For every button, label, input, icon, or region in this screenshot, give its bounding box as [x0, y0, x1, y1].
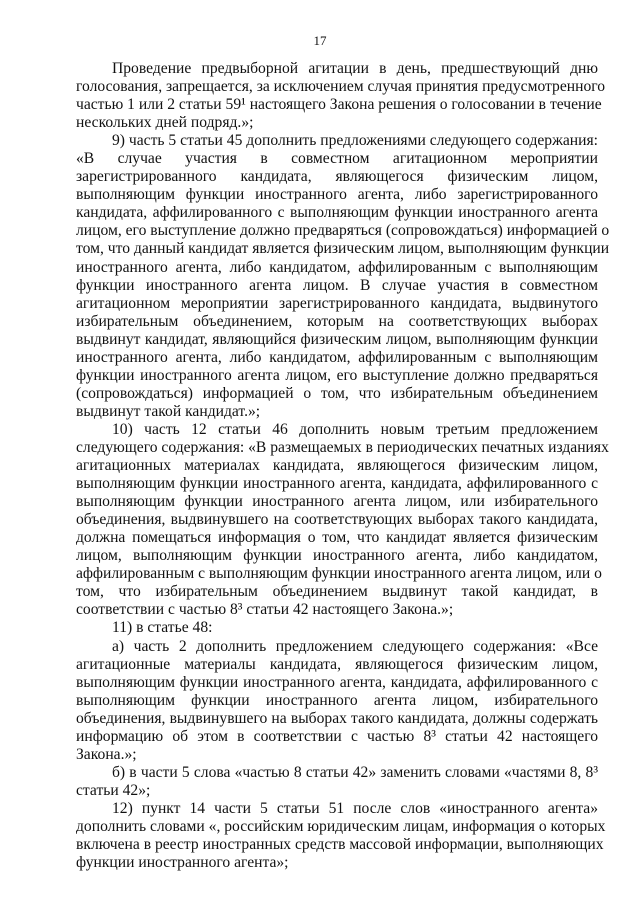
text-line: лицом, выполняющим функции иностранного агента, либо кандидатом, — [76, 547, 598, 565]
text-line: том, что избирательным объединением выдвинут такой кандидат, в — [76, 583, 598, 601]
text-line: 12) пункт 14 части 5 статьи 51 после слов «иностранного агента» — [112, 799, 598, 817]
text-line: информацию об этом в соответствии с частью 8³ статьи 42 настоящего — [76, 727, 598, 745]
text-line: голосования, запрещается, за исключением случая принятия предусмотренного — [76, 78, 606, 96]
text-line: выдвинут кандидат, являющийся физическим лицом, выполняющим функции — [76, 330, 598, 348]
text-line: аффилированным с выполняющим функции иностранного агента лицом, или о — [76, 565, 602, 583]
text-line: функции иностранного агента лицом, его выступление должно предваряться — [76, 366, 598, 384]
text-line: включена в реестр иностранных средств массовой информации, выполняющих — [76, 836, 604, 854]
text-line: избирательным объединением, которым на соответствующих выборах — [76, 312, 598, 330]
text-line: агитационных материалах кандидата, являющегося физическим лицом, — [76, 457, 598, 475]
text-line: объединения, выдвинувшего на выборах такого кандидата, должны содержать — [76, 709, 598, 727]
text-line: «В случае участия в совместном агитационном мероприятии — [76, 150, 598, 168]
text-line: дополнить словами «, российским юридическим лицам, информация о которых — [76, 817, 606, 835]
text-line: следующего содержания: «В размещаемых в периодических печатных изданиях — [76, 438, 609, 456]
text-line: том, что данный кандидат является физическим лицом, выполняющим функции — [76, 240, 610, 258]
text-line: выполняющим функции иностранного агента лицом, или избирательного — [76, 493, 598, 511]
text-line: кандидата, аффилированного с выполняющим функции иностранного агента — [76, 204, 598, 222]
text-line: частью 1 или 2 статьи 59¹ настоящего Закона решения о голосовании в течение — [76, 96, 602, 114]
text-line: Закона.»; — [76, 745, 137, 763]
text-line: (сопровождаться) информацией о том, что избирательным объединением — [76, 384, 598, 402]
text-line: 10) часть 12 статьи 46 дополнить новым третьим предложением — [112, 420, 598, 438]
text-line: выполняющим функции иностранного агента, либо зарегистрированного — [76, 186, 598, 204]
text-line: зарегистрированного кандидата, являющегося физическим лицом, — [76, 168, 598, 186]
text-line: иностранного агента, либо кандидатом, аффилированным с выполняющим — [76, 348, 598, 366]
text-line: иностранного агента, либо кандидатом, аффилированным с выполняющим — [76, 258, 598, 276]
text-line: б) в части 5 слова «частью 8 статьи 42» заменить словами «частями 8, 8³ — [112, 763, 598, 781]
document-body — [76, 60, 610, 872]
text-line: выдвинут такой кандидат.»; — [76, 402, 261, 420]
text-line: лицом, его выступление должно предваряться (сопровождаться) информацией о — [76, 222, 610, 240]
text-line: функции иностранного агента»; — [76, 854, 289, 872]
text-line: 11) в статье 48: — [112, 619, 213, 637]
text-line: выполняющим функции иностранного агента лицом, избирательного — [76, 691, 598, 709]
text-line: агитационные материалы кандидата, являющегося физическим лицом, — [76, 655, 598, 673]
text-line: статьи 42»; — [76, 781, 151, 799]
text-line: выполняющим функции иностранного агента, кандидата, аффилированного с — [76, 673, 598, 691]
text-line: выполняющим функции иностранного агента, кандидата, аффилированного с — [76, 475, 598, 493]
text-line: Проведение предвыборной агитации в день, предшествующий дню — [112, 60, 598, 77]
text-line: соответствии с частью 8³ статьи 42 настоящего Закона.»; — [76, 601, 454, 619]
page-number: 17 — [313, 33, 327, 48]
text-line: функции иностранного агента лицом. В случае участия в совместном — [76, 276, 598, 294]
text-line: 9) часть 5 статьи 45 дополнить предложениями следующего содержания: — [112, 132, 598, 150]
text-line: объединения, выдвинувшего на соответствующих выборах такого кандидата, — [76, 511, 598, 529]
text-line: а) часть 2 дополнить предложением следующего содержания: «Все — [112, 637, 598, 655]
text-line: нескольких дней подряд.»; — [76, 114, 254, 132]
text-line: агитационном мероприятии зарегистрированного кандидата, выдвинутого — [76, 294, 598, 312]
text-line: должна помещаться информация о том, что кандидат является физическим — [76, 529, 598, 547]
